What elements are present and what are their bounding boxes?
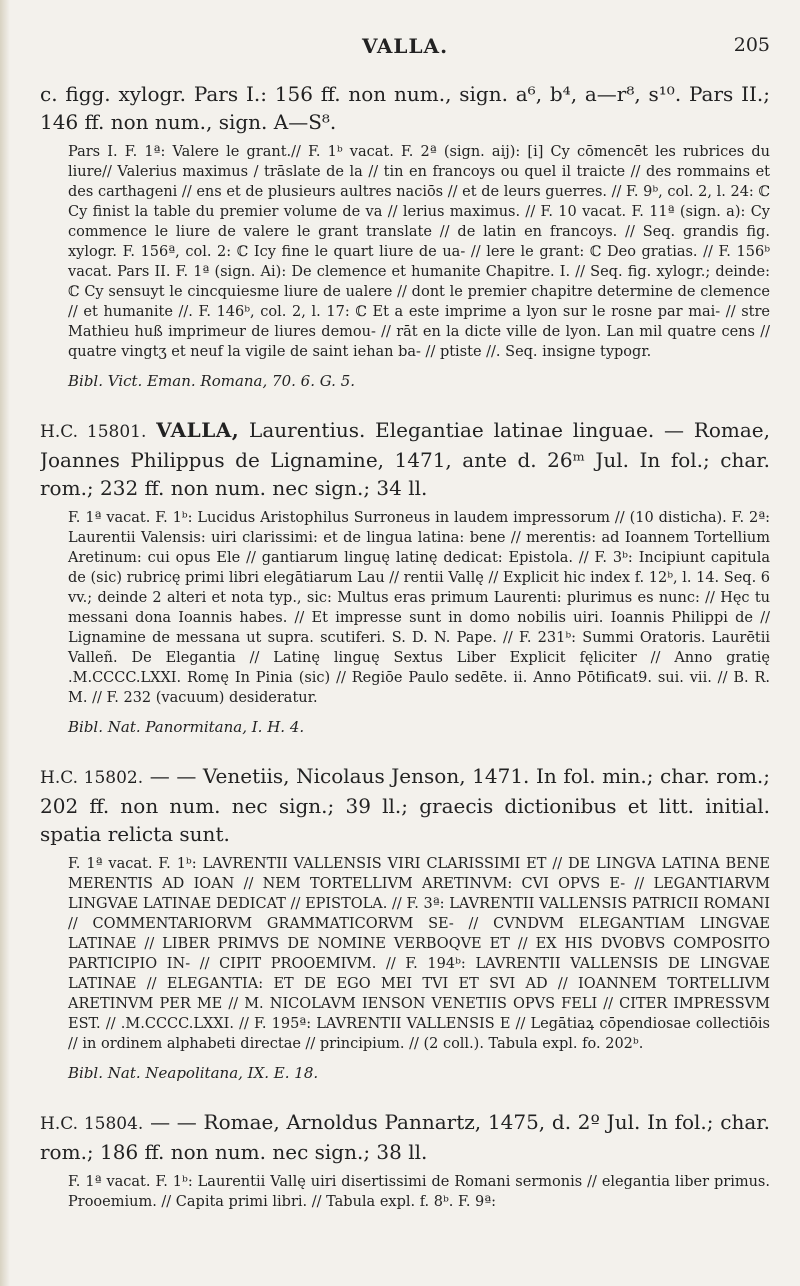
entry-description: F. 1ª vacat. F. 1ᵇ: Lucidus Aristophilus Surroneus in laudem impressorum // (10 disticha). F. 2ª: Laurentii Valensis: uiri clarissimi: et de lingua latina: bene // merentis: ad Ioannem Tortellium Aretinum: cui opus Ele // gantiarum linguę latinę dedicat: Epistola. // F. 3ᵇ: Incipiunt capitula de (sic) rubricę primi libri elegātiarum Lau // rentii Vallę // Explicit hic index f. 12ᵇ, l. 14. Seq. 6 vv.; deinde 2 alteri et nota typ., sic: Multus eras primum Laurenti: plurimus es nunc: // Hęc tu messani dona Ioannis habes. // Et impresse sunt in domo nobilis uiri. Ioannis Philippi de // Lignamine de messana ut supra. scutiferi. S. D. N. Pape. // F. 231ᵇ: Summi Oratoris. Laurētii Valleñ. De Elegantia // Latinę linguę Sextus Liber Explicit fęliciter // Anno gratię .M.CCCC.LXXI. Romę In Pinia (sic) // Regiōe Paulo sedēte. ii. Anno Pōtificat9. sui. vii. // B. R. M. // F. 232 (vacuum) desideratur. [68,510,770,706]
entry-author: VALLA, [156,418,240,442]
entry-15801 [40,416,770,736]
hc-number: H.C. 15802. [40,768,144,788]
entry-bibl: Bibl. Nat. Panormitana, I. H. 4. [68,718,305,736]
spacer [40,1082,770,1094]
entry-title: — — Romae, Arnoldus Pannartz, 1475, d. 2º Jul. In fol.; char. rom.; 186 ff. non num. nec sign.; 38 ll. [40,1110,770,1164]
running-head [40,30,770,66]
hc-number: H.C. 15804. [40,1114,144,1134]
intro-description: Pars I. F. 1ª: Valere le grant.// F. 1ᵇ vacat. F. 2ª (sign. aij): [i] Cy cōmencēt les rubrices du liure// Valerius maximus / trāslate de la // tin en francoys ou quel il traicte // des rommains et des carthageni // ens et de plusieurs aultres naciōs // et de leurs guerres. // F. 9ᵇ, col. 2, l. 24: ℂ Cy finist la table du premier volume de va // lerius maximus. // F. 10 vacat. F. 11ª (sign. a): Cy commence le liure de valere le grant translate // de latin en francoys. // Seq. grandis fig. xylogr. F. 156ª, col. 2: ℂ Icy fine le quart liure de ua- // lere le grant: ℂ Deo gratias. // F. 156ᵇ vacat. Pars II. F. 1ª (sign. Ai): De clemence et humanite Chapitre. I. // Seq. fig. xylogr.; deinde: ℂ Cy sensuyt le cincquiesme liure de ualere // dont le premier chapitre determine de clemence // et humanite //. F. 146ᵇ, col. 2, l. 17: ℂ Et a este imprime a lyon sur le rosne par mai- // stre Mathieu huß imprimeur de liures demou- // rāt en la dicte ville de lyon. Lan mil quatre cens // quatre vingtʒ et neuf la vigile de saint iehan ba- // ptiste //. Seq. insigne typogr. [68,144,770,360]
entry-description: F. 1ª vacat. F. 1ᵇ: Laurentii Vallę uiri disertissimi de Romani sermonis // elegantia liber primus. Prooemium. // Capita primi libri. // Tabula expl. f. 8ᵇ. F. 9ª: [68,1174,770,1210]
page-number: 205 [733,34,770,56]
intro-collation: c. figg. xylogr. Pars I.: 156 ff. non num., sign. a⁶, b⁴, a—r⁸, s¹⁰. Pars II.; 146 ff. non num., sign. A—S⁸. [40,82,770,134]
running-title: VALLA. [361,34,449,58]
spacer [40,736,770,748]
entry-heading [40,416,770,502]
entry-title: — — Venetiis, Nicolaus Jenson, 1471. In fol. min.; char. rom.; 202 ff. non num. nec sign.; 39 ll.; graecis dictionibus et litt. initial. spatia relicta sunt. [40,764,770,846]
entry-title: Laurentius. Elegantiae latinae linguae. — Romae, Joannes Philippus de Lignamine, 1471, ante d. 26ᵐ Jul. In fol.; char. rom.; 232 ff. non num. nec sign.; 34 ll. [40,418,770,500]
entry-15804 [40,1108,770,1212]
entry-15802 [40,762,770,1082]
spacer [40,390,770,402]
hc-number: H.C. 15801. [40,422,147,442]
page-gutter-shadow [0,0,10,1286]
entry-heading [40,762,770,848]
intro-bibl: Bibl. Vict. Eman. Romana, 70. 6. G. 5. [68,372,356,390]
intro-block [40,80,770,390]
document-page [40,30,770,1270]
entry-description: F. 1ª vacat. F. 1ᵇ: LAVRENTII VALLENSIS VIRI CLARISSIMI ET // DE LINGVA LATINA BENE MERENTIS AD IOAN // NEM TORTELLIVM ARETINVM: CVI OPVS E- // LEGANTIARVM LINGVAE LATINAE DEDICAT // EPISTOLA. // F. 3ª: LAVRENTII VALLENSIS PATRICII ROMANI // COMMENTARIORVM GRAMMATICORVM SE- // CVNDVM ELEGANTIAM LINGVAE LATINAE // LIBER PRIMVS DE NOMINE VERBOQVE ET // EX HIS DVOBVS COMPOSITO PARTICIPIO IN- // CIPIT PROOEMIVM. // F. 194ᵇ: LAVRENTII VALLENSIS DE LINGVAE LATINAE // ELEGANTIA: ET DE EGO MEI TVI ET SVI AD // IOANNEM TORTELLIVM ARETINVM PER ME // M. NICOLAVM IENSON VENETIIS OPVS FELI // CITER IMPRESSVM EST. // .M.CCCC.LXXI. // F. 195ª: LAVRENTII VALLENSIS E // Legātiaꝝ cōpendiosae collectiōis // in ordinem alphabeti directae // principium. // (2 coll.). Tabula expl. fo. 202ᵇ. [68,856,770,1052]
entry-bibl: Bibl. Nat. Neapolitana, IX. E. 18. [68,1064,319,1082]
entry-heading [40,1108,770,1166]
